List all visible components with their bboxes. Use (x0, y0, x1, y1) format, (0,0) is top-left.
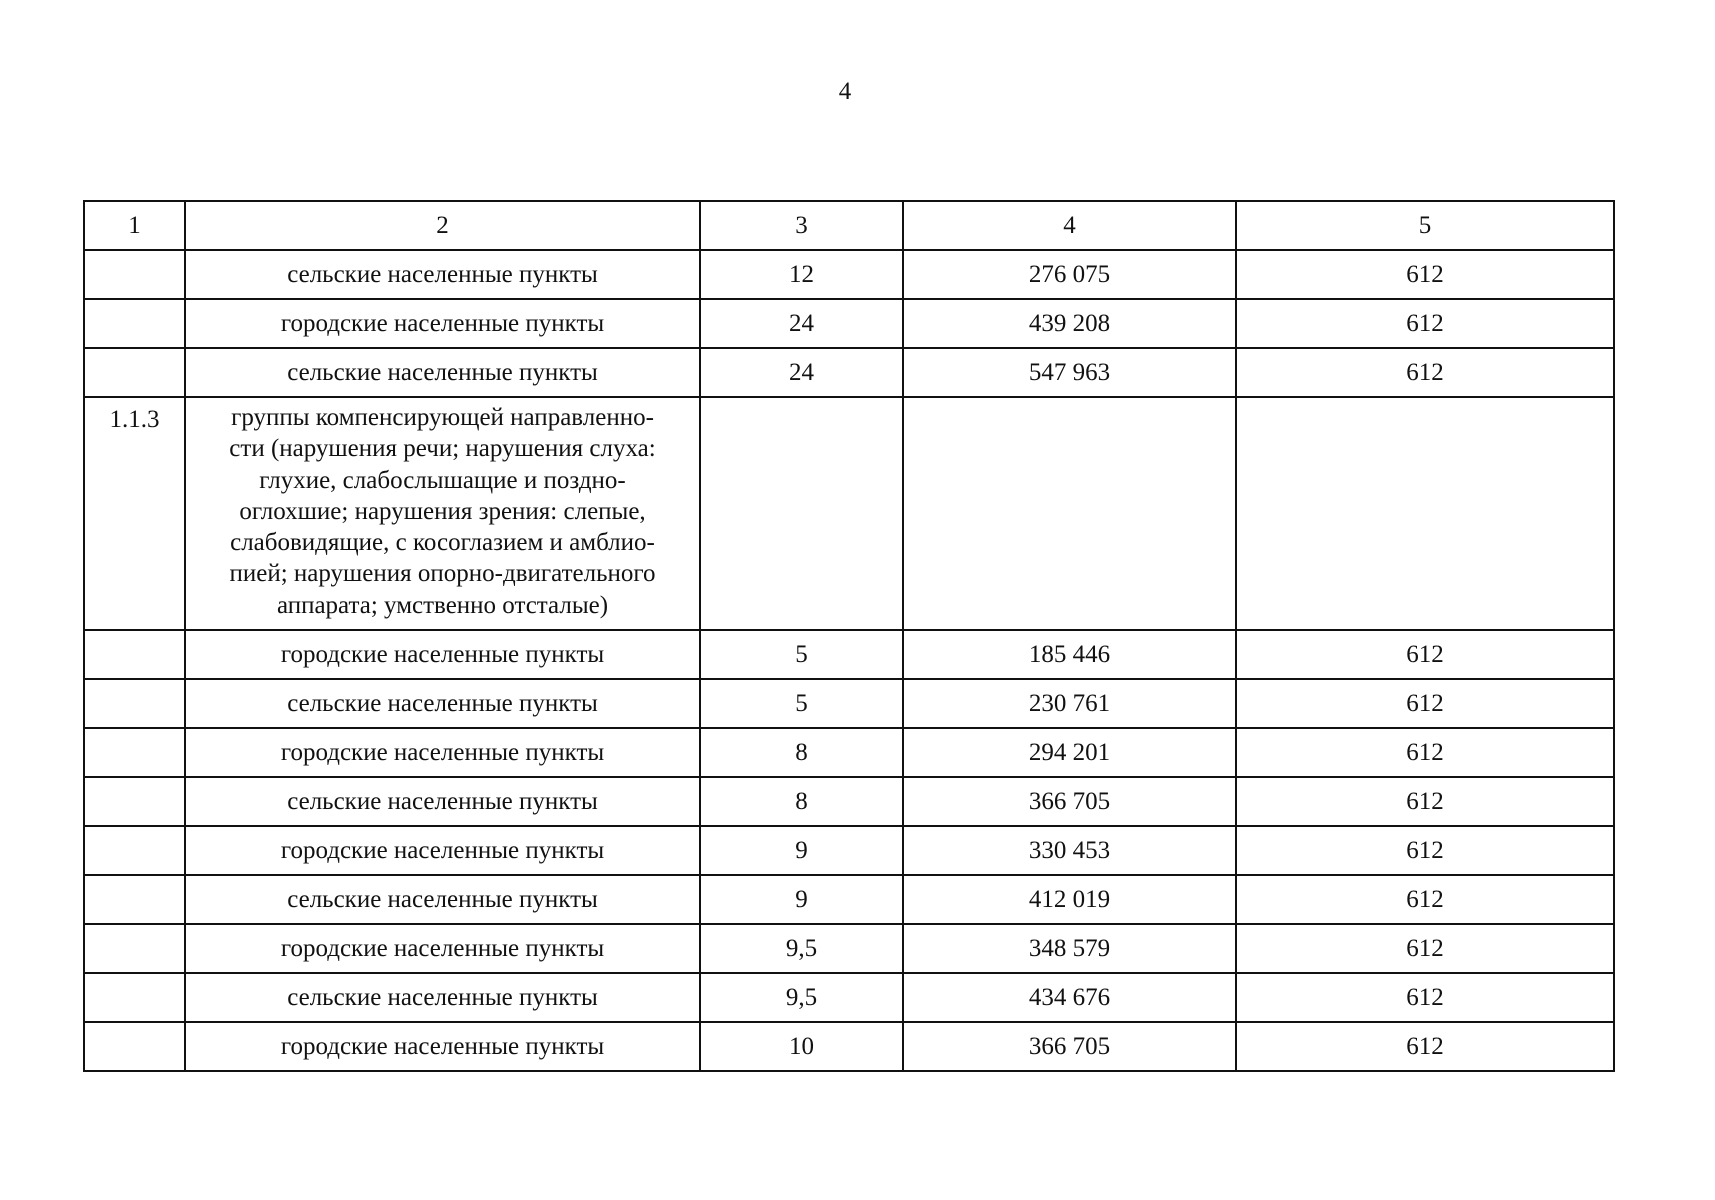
section-description-line: группы компенсирующей направленно- (231, 404, 654, 431)
row-number-cell (84, 299, 185, 348)
settlement-type-cell: сельские населенные пункты (185, 973, 700, 1022)
cost-cell: 185 446 (903, 630, 1236, 679)
section-description-line: оглохшие; нарушения зрения: слепые, (239, 497, 646, 525)
code-cell: 612 (1236, 250, 1614, 299)
hours-cell: 24 (700, 299, 903, 348)
settlement-type-cell: городские населенные пункты (185, 728, 700, 777)
section-description-line: пией; нарушения опорно-двигательного (229, 560, 656, 588)
column-header-3: 3 (700, 201, 903, 250)
table-row (84, 875, 1614, 924)
column-header-2: 2 (185, 201, 700, 250)
code-cell: 612 (1236, 348, 1614, 397)
row-number-cell (84, 826, 185, 875)
code-cell: 612 (1236, 299, 1614, 348)
section-description-cell (185, 397, 700, 630)
cost-cell: 348 579 (903, 924, 1236, 973)
cost-cell: 439 208 (903, 299, 1236, 348)
page-number: 4 (838, 78, 852, 105)
table-row (84, 826, 1614, 875)
empty-cell (700, 397, 903, 630)
row-number-cell (84, 728, 185, 777)
table-row (84, 973, 1614, 1022)
table-row (84, 679, 1614, 728)
hours-cell: 8 (700, 728, 903, 777)
data-table (83, 200, 1615, 1072)
cost-cell: 547 963 (903, 348, 1236, 397)
row-number-cell (84, 973, 185, 1022)
table-row (84, 777, 1614, 826)
cost-cell: 230 761 (903, 679, 1236, 728)
settlement-type-cell: городские населенные пункты (185, 630, 700, 679)
code-cell: 612 (1236, 679, 1614, 728)
empty-cell (1236, 397, 1614, 630)
hours-cell: 24 (700, 348, 903, 397)
row-number-cell (84, 1022, 185, 1071)
code-cell: 612 (1236, 973, 1614, 1022)
row-number-cell (84, 630, 185, 679)
hours-cell: 9 (700, 826, 903, 875)
column-header-5: 5 (1236, 201, 1614, 250)
section-number-cell: 1.1.3 (84, 397, 185, 630)
settlement-type-cell: городские населенные пункты (185, 1022, 700, 1071)
code-cell: 612 (1236, 1022, 1614, 1071)
settlement-type-cell: городские населенные пункты (185, 299, 700, 348)
table-header-row (84, 201, 1614, 250)
cost-cell: 276 075 (903, 250, 1236, 299)
settlement-type-cell: городские населенные пункты (185, 826, 700, 875)
column-header-1: 1 (84, 201, 185, 250)
table-row (84, 728, 1614, 777)
table-row (84, 924, 1614, 973)
hours-cell: 9,5 (700, 973, 903, 1022)
code-cell: 612 (1236, 630, 1614, 679)
table-row (84, 250, 1614, 299)
section-description-line: сти (нарушения речи; нарушения слуха: (229, 435, 656, 463)
row-number-cell (84, 679, 185, 728)
section-description-line: глухие, слабослышащие и поздно- (259, 466, 626, 494)
settlement-type-cell: сельские населенные пункты (185, 348, 700, 397)
row-number-cell (84, 348, 185, 397)
cost-cell: 330 453 (903, 826, 1236, 875)
cost-cell: 366 705 (903, 777, 1236, 826)
code-cell: 612 (1236, 777, 1614, 826)
code-cell: 612 (1236, 924, 1614, 973)
empty-cell (903, 397, 1236, 630)
table-row (84, 1022, 1614, 1071)
table-row (84, 348, 1614, 397)
cost-cell: 294 201 (903, 728, 1236, 777)
hours-cell: 5 (700, 679, 903, 728)
hours-cell: 9 (700, 875, 903, 924)
hours-cell: 5 (700, 630, 903, 679)
settlement-type-cell: городские населенные пункты (185, 924, 700, 973)
hours-cell: 9,5 (700, 924, 903, 973)
column-header-4: 4 (903, 201, 1236, 250)
row-number-cell (84, 924, 185, 973)
hours-cell: 10 (700, 1022, 903, 1071)
section-row (84, 397, 1614, 630)
settlement-type-cell: сельские населенные пункты (185, 875, 700, 924)
settlement-type-cell: сельские населенные пункты (185, 777, 700, 826)
section-description-line: слабовидящие, с косоглазием и амблио- (230, 529, 655, 556)
hours-cell: 8 (700, 777, 903, 826)
code-cell: 612 (1236, 728, 1614, 777)
hours-cell: 12 (700, 250, 903, 299)
settlement-type-cell: сельские населенные пункты (185, 250, 700, 299)
code-cell: 612 (1236, 875, 1614, 924)
code-cell: 612 (1236, 826, 1614, 875)
cost-cell: 412 019 (903, 875, 1236, 924)
cost-cell: 434 676 (903, 973, 1236, 1022)
table-row (84, 299, 1614, 348)
cost-cell: 366 705 (903, 1022, 1236, 1071)
row-number-cell (84, 777, 185, 826)
settlement-type-cell: сельские населенные пункты (185, 679, 700, 728)
table-row (84, 630, 1614, 679)
section-description-line: аппарата; умственно отсталые) (276, 591, 609, 619)
row-number-cell (84, 250, 185, 299)
row-number-cell (84, 875, 185, 924)
